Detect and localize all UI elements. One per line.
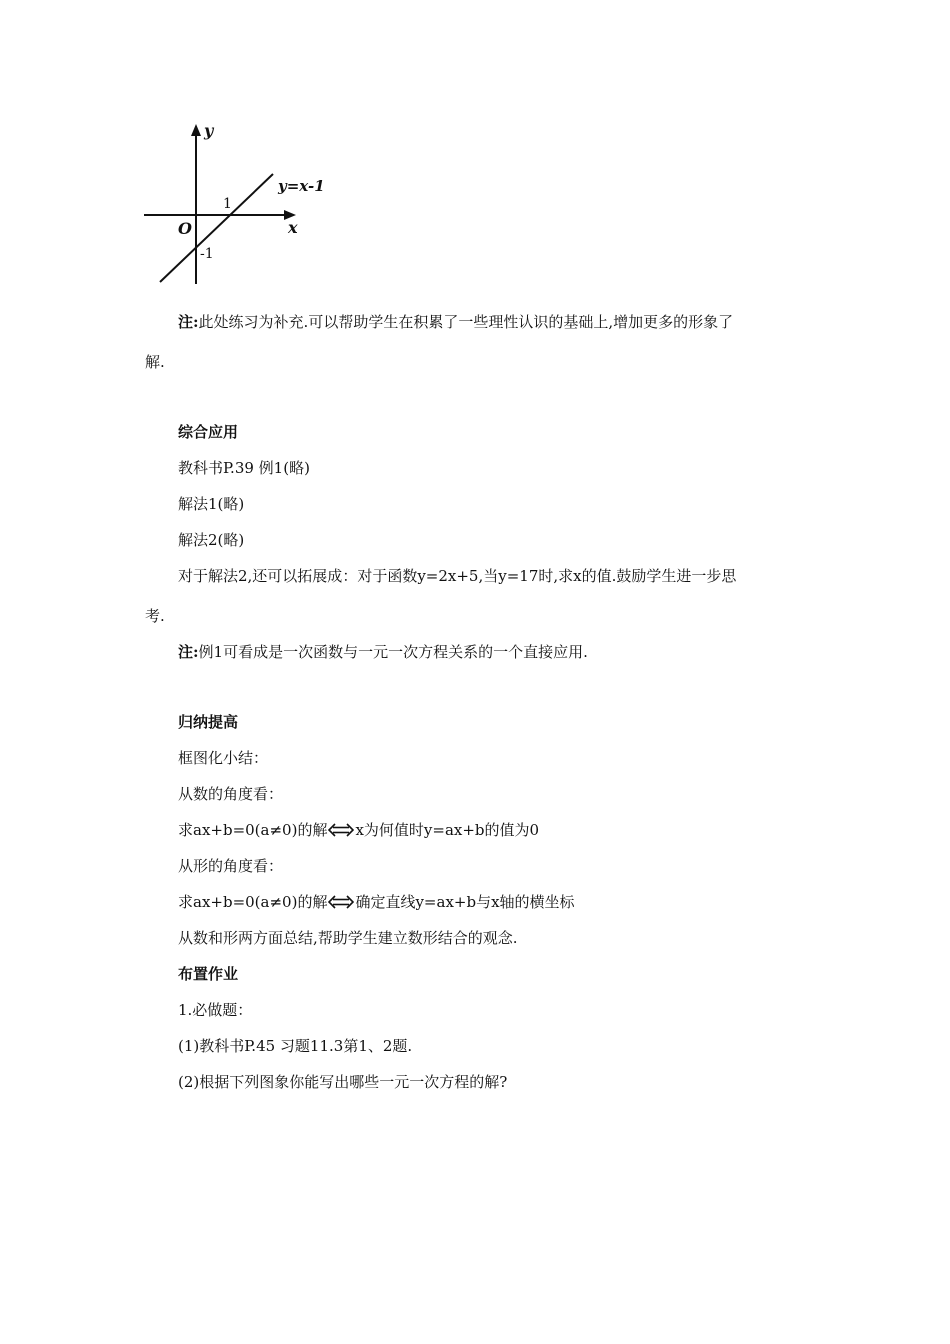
apply-method1: 解法1(略): [178, 495, 245, 513]
homework-sub1: (1)教科书P.45 习题11.3第1、2题.: [178, 1037, 413, 1055]
summary-number-relation: [178, 820, 539, 840]
note2-line: [178, 642, 588, 662]
section-homework-heading: 布置作业: [178, 965, 239, 983]
graph-line: [160, 174, 273, 282]
summary-shape-relation: [178, 892, 575, 912]
section-apply-heading: 综合应用: [178, 423, 239, 441]
apply-method2: 解法2(略): [178, 531, 245, 549]
y-axis-label: y: [204, 121, 214, 140]
x-intercept-label: 1: [223, 196, 232, 212]
line-equation-label: y=x-1: [278, 177, 325, 195]
homework-sub2: (2)根据下列图象你能写出哪些一元一次方程的解?: [178, 1073, 508, 1091]
summary-frame: 框图化小结：: [178, 749, 269, 767]
note1-label: 注:: [178, 313, 199, 331]
summary-number-view: 从数的角度看：: [178, 785, 284, 803]
note2-label: 注:: [178, 643, 199, 661]
shape-right: 确定直线y=ax+b与x轴的横坐标: [355, 893, 575, 911]
section-summary-heading: 归纳提高: [178, 713, 239, 731]
summary-conclusion: 从数和形两方面总结,帮助学生建立数形结合的观念.: [178, 929, 518, 947]
graph-svg: [138, 118, 338, 290]
x-axis-label: x: [288, 218, 298, 237]
function-graph: [138, 118, 338, 290]
double-arrow-icon: [328, 823, 354, 837]
shape-left: 求ax+b=0(a≠0)的解: [178, 893, 328, 911]
double-arrow-icon: [328, 895, 354, 909]
note2-text: 例1可看成是一次函数与一元一次方程关系的一个直接应用.: [198, 643, 588, 661]
apply-extend-line1: 对于解法2,还可以拓展成：对于函数y=2x+5,当y=17时,求x的值.鼓励学生进一步思: [178, 567, 737, 585]
note1-text: 此处练习为补充.可以帮助学生在积累了一些理性认识的基础上,增加更多的形象了: [198, 313, 734, 331]
apply-extend-line2: 考.: [145, 607, 165, 625]
summary-shape-view: 从形的角度看：: [178, 857, 284, 875]
apply-textbook: 教科书P.39 例1(略): [178, 459, 310, 477]
y-axis-arrow: [191, 124, 201, 136]
number-right: x为何值时y=ax+b的值为0: [355, 821, 540, 839]
note1-line1: [178, 312, 733, 332]
number-left: 求ax+b=0(a≠0)的解: [178, 821, 328, 839]
y-intercept-label: -1: [200, 246, 214, 262]
note1-line2: 解.: [145, 353, 165, 371]
homework-item1: 1.必做题：: [178, 1001, 253, 1019]
origin-label: O: [178, 219, 192, 238]
